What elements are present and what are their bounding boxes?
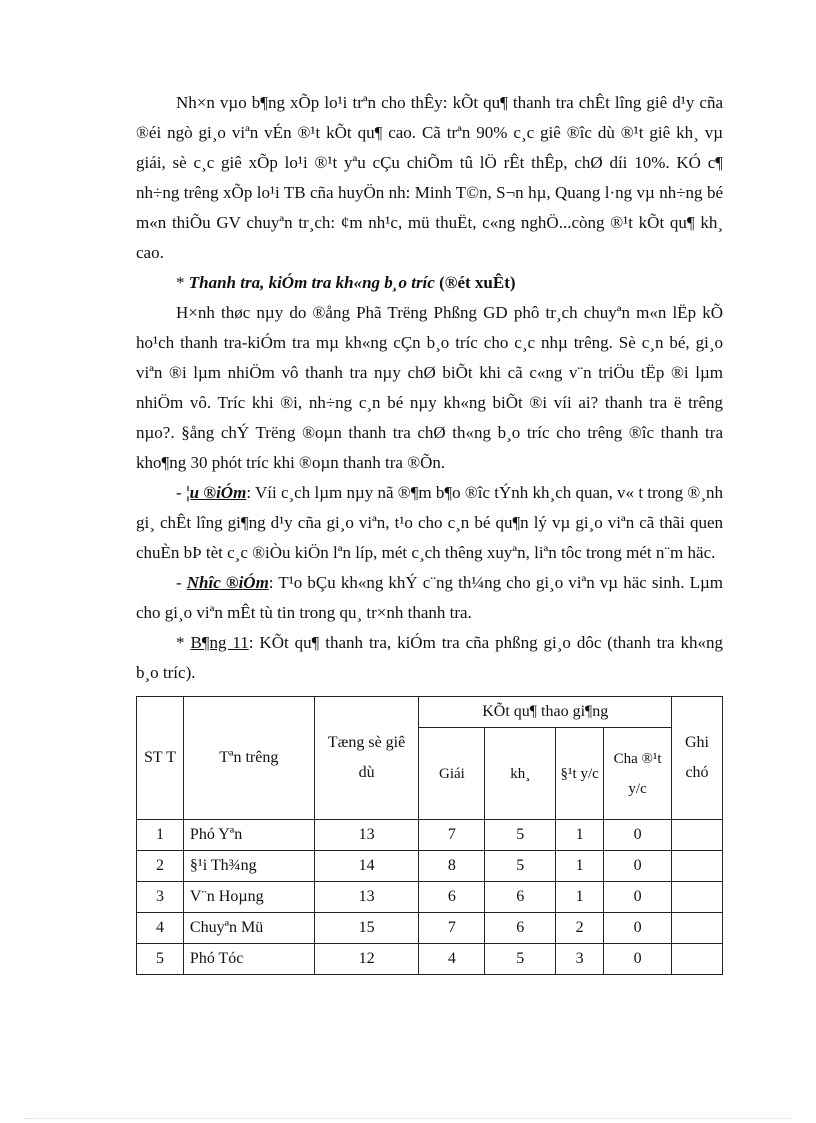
cell-stt: 1 <box>137 820 184 851</box>
header-chua-dat: Cha ®¹t y/c <box>604 728 672 820</box>
cell-note <box>672 913 723 944</box>
table-row <box>137 882 723 913</box>
page-footer-divider <box>24 1118 792 1119</box>
cell-total: 13 <box>314 820 419 851</box>
cell-stt: 4 <box>137 913 184 944</box>
paragraph-summary: Nh×n vµo b¶ng xÕp lo¹i trªn cho thÊy: kÕt qu¶ thanh tra chÊt lîng giê d¹y cña ®éi ngò gi¸o viªn vÉn ®¹t kÕt qu¶ cao. Cã trªn 90% c¸c giê ®îc dù ®¹t giê kh¸ vµ giái, sè c¸c giê xÕp lo¹i ®¹t yªu cÇu chiÕm tû lÖ rÊt thÊp, chØ díi 10%. KÓ c¶ nh÷ng trêng xÕp lo¹i TB cña huyÖn nh: Minh T©n, S¬n hµ, Quang l·ng vµ nh÷ng bé m«n thiÕu GV chuyªn tr¸ch: ¢m nh¹c, mü thuËt, c«ng nghÖ...còng ®¹t kÕt qu¶ kh¸ cao. <box>136 93 723 262</box>
header-stt: ST T <box>137 697 184 820</box>
cell-total: 14 <box>314 851 419 882</box>
cell-name: Phó Yªn <box>183 820 314 851</box>
table-caption: * B¶ng 11: KÕt qu¶ thanh tra, kiÓm tra cña phßng gi¸o dôc (thanh tra kh«ng b¸o tríc). <box>136 633 724 682</box>
cell-name: §¹i Th¾ng <box>183 851 314 882</box>
cell-stt: 3 <box>137 882 184 913</box>
cell-total: 15 <box>314 913 419 944</box>
cell-kha: 6 <box>485 913 556 944</box>
cell-gioi: 4 <box>419 944 485 975</box>
cell-gioi: 6 <box>419 882 485 913</box>
cell-stt: 2 <box>137 851 184 882</box>
cell-kha: 5 <box>485 944 556 975</box>
heading-bold-text: Thanh tra, kiÓm tra kh«ng b¸o tríc <box>188 273 435 292</box>
cell-note <box>672 820 723 851</box>
cell-name: V¨n Hoµng <box>183 882 314 913</box>
cell-name: Chuyªn Mü <box>183 913 314 944</box>
cell-total: 12 <box>314 944 419 975</box>
cell-total: 13 <box>314 882 419 913</box>
inspection-results-table <box>136 696 723 975</box>
cell-dat: 1 <box>556 820 604 851</box>
section-heading-surprise-inspection: * Thanh tra, kiÓm tra kh«ng b¸o tríc (®ét xuÊt) <box>176 273 516 292</box>
header-note: Ghi chó <box>672 697 723 820</box>
cell-dat: 1 <box>556 851 604 882</box>
table-caption-label: B¶ng 11 <box>190 633 249 652</box>
disadvantages-label: Nhîc ®iÓm <box>186 573 269 592</box>
header-result-group: KÕt qu¶ thao gi¶ng <box>419 697 672 728</box>
cell-kha: 6 <box>485 882 556 913</box>
cell-gioi: 8 <box>419 851 485 882</box>
document-page <box>136 88 723 975</box>
heading-tail-text: (®ét xuÊt) <box>434 273 516 292</box>
cell-gioi: 7 <box>419 913 485 944</box>
cell-chua: 0 <box>604 820 672 851</box>
cell-kha: 5 <box>485 851 556 882</box>
table-row <box>137 851 723 882</box>
cell-dat: 1 <box>556 882 604 913</box>
paragraph-method: H×nh thøc nµy do ®ång Phã Trëng Phßng GD phô tr¸ch chuyªn m«n lËp kÕ ho¹ch thanh tra-kiÓm tra mµ kh«ng cÇn b¸o tríc cho c¸c nhµ trêng. Sè c¸n bé, gi¸o viªn ®i lµm nhiÖm vô thanh tra nµy chØ biÕt khi cã c«ng v¨n triÖu tËp ®i lµm nhiÖm vô. Tríc khi ®i, nh÷ng c¸n bé nµy kh«ng biÕt ®i víi ai? thanh tra ë trêng nµo?. §ång chÝ Trëng ®oµn thanh tra chØ th«ng b¸o tríc cho trêng ®îc thanh tra kho¶ng 30 phót tríc khi ®oµn thanh tra ®Õn. <box>136 303 723 472</box>
table-row <box>137 820 723 851</box>
header-kha: kh¸ <box>485 728 556 820</box>
cell-note <box>672 944 723 975</box>
cell-note <box>672 851 723 882</box>
cell-dat: 2 <box>556 913 604 944</box>
cell-chua: 0 <box>604 944 672 975</box>
cell-name: Phó Tóc <box>183 944 314 975</box>
cell-note <box>672 882 723 913</box>
cell-stt: 5 <box>137 944 184 975</box>
cell-gioi: 7 <box>419 820 485 851</box>
cell-chua: 0 <box>604 882 672 913</box>
cell-dat: 3 <box>556 944 604 975</box>
header-school-name: Tªn trêng <box>183 697 314 820</box>
cell-chua: 0 <box>604 913 672 944</box>
header-total-observed: Tæng sè giê dù <box>314 697 419 820</box>
table-row <box>137 944 723 975</box>
header-dat: §¹t y/c <box>556 728 604 820</box>
table-row <box>137 913 723 944</box>
header-gioi: Giái <box>419 728 485 820</box>
table-body <box>137 820 723 975</box>
cell-kha: 5 <box>485 820 556 851</box>
cell-chua: 0 <box>604 851 672 882</box>
paragraph-advantages: - ¦u ®iÓm: Víi c¸ch lµm nµy nã ®¶m b¶o ®îc tÝnh kh¸ch quan, v« t trong ®¸nh gi¸ chÊt lîng gi¶ng d¹y cña gi¸o viªn, t¹o cho c¸n bé qu¶n lý vµ gi¸o viªn cã thãi quen chuÈn bÞ tèt c¸c ®iÒu kiÖn lªn líp, mét c¸ch thêng xuyªn, liªn tôc trong mét n¨m häc. <box>136 483 724 562</box>
advantages-label: ¦u ®iÓm <box>185 483 247 502</box>
paragraph-disadvantages: - Nhîc ®iÓm: T¹o bÇu kh«ng khÝ c¨ng th¼ng cho gi¸o viªn vµ häc sinh. Lµm cho gi¸o viªn mÊt tù tin trong qu¸ tr×nh thanh tra. <box>136 573 723 622</box>
